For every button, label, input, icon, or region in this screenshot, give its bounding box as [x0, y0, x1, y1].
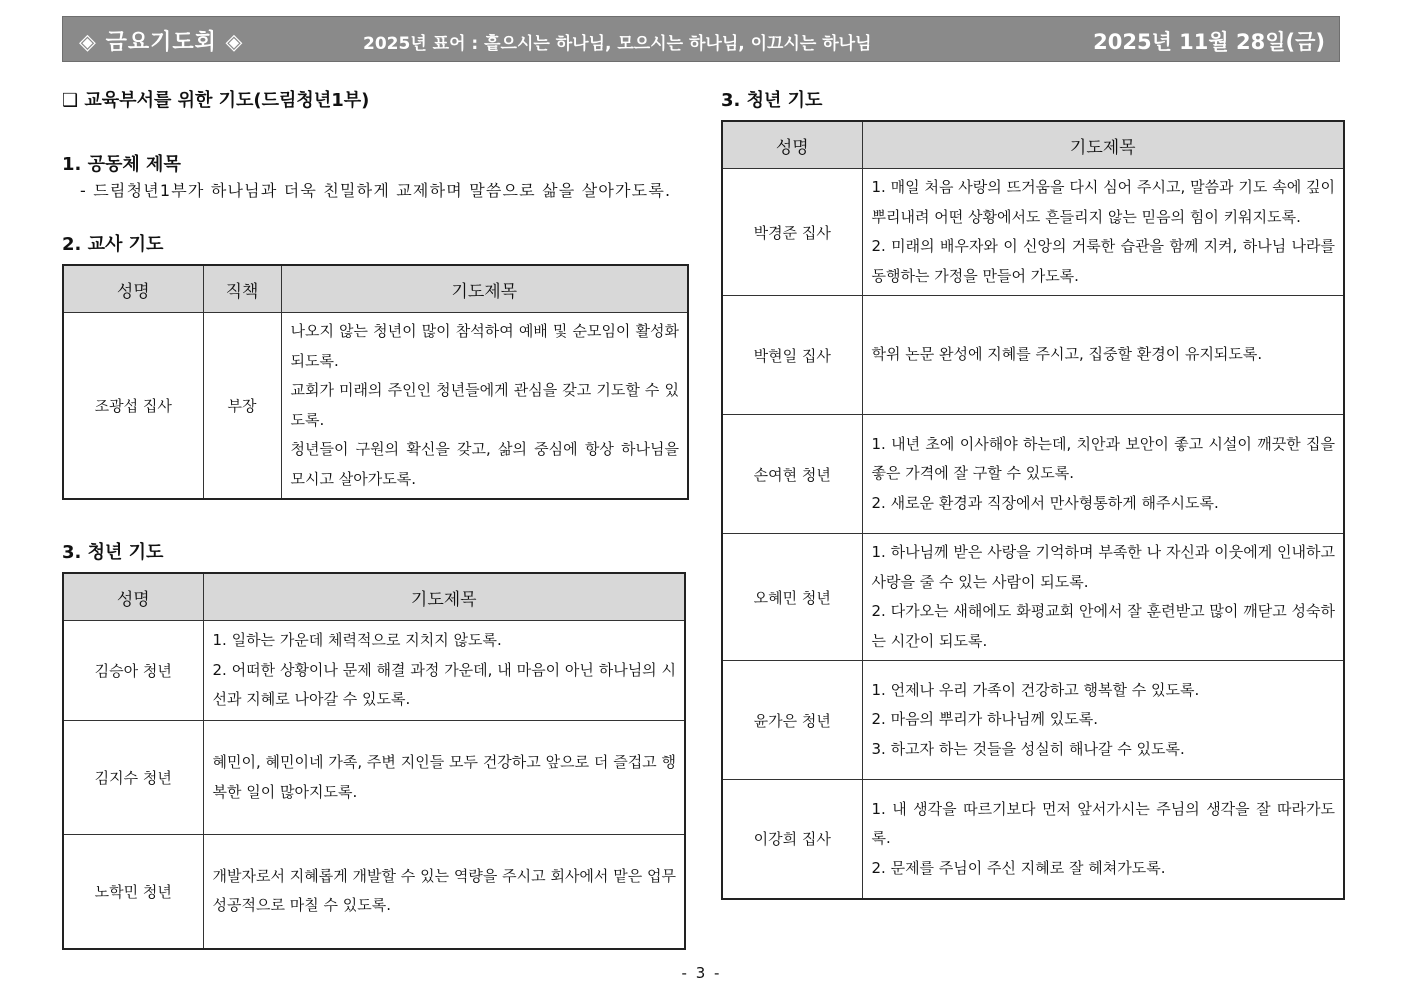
member-name: 노학민 청년	[63, 835, 203, 949]
prayer-line: 1. 하나님께 받은 사랑을 기억하며 부족한 나 자신과 이웃에게 인내하고 사랑을 줄 수 있는 사람이 되도록.	[871, 543, 1335, 591]
prayer-line: 혜민이, 혜민이네 가족, 주변 지인들 모두 건강하고 앞으로 더 즐겁고 행복한 일이 많아지도록.	[212, 753, 676, 801]
youth-table-left	[62, 572, 686, 950]
right-column	[721, 86, 1345, 900]
table-row	[722, 296, 1344, 415]
community-text: - 드림청년1부가 하나님과 더욱 친밀하게 교제하며 말씀으로 삶을 살아가도록.	[80, 181, 672, 200]
section-title: ❑ 교육부서를 위한 기도(드림청년1부)	[62, 90, 370, 111]
prayer-content	[862, 296, 1344, 415]
prayer-content	[862, 534, 1344, 661]
member-name: 조광섭 집사	[63, 313, 203, 500]
prayer-line: 2. 다가오는 새해에도 화평교회 안에서 잘 훈련받고 많이 깨닫고 성숙하는 시간이 되도록.	[871, 602, 1335, 650]
table-row	[63, 621, 685, 721]
member-name: 김승아 청년	[63, 621, 203, 721]
year-motto: 2025년 표어 : 흩으시는 하나님, 모으시는 하나님, 이끄시는 하나님	[363, 34, 872, 54]
prayer-content	[862, 661, 1344, 780]
prayer-line: 1. 언제나 우리 가족이 건강하고 행복할 수 있도록.	[871, 680, 1200, 699]
table-row	[63, 313, 688, 500]
member-name: 오혜민 청년	[722, 534, 862, 661]
table-header-row	[722, 121, 1344, 169]
member-role: 부장	[203, 313, 281, 500]
prayer-content	[862, 415, 1344, 534]
prayer-line: 1. 내 생각을 따르기보다 먼저 앞서가시는 주님의 생각을 잘 따라가도록.	[871, 799, 1335, 847]
table-header-row	[63, 573, 685, 621]
prayer-line: 1. 매일 처음 사랑의 뜨거움을 다시 심어 주시고, 말씀과 기도 속에 깊이 뿌리내려 어떤 상황에서도 흔들리지 않는 믿음의 힘이 키워지도록.	[871, 178, 1335, 226]
header-prayer: 기도제목	[281, 265, 688, 313]
table-row	[722, 780, 1344, 899]
youth-title: 3. 청년 기도	[62, 542, 164, 563]
community-title: 1. 공동체 제목	[62, 154, 181, 175]
prayer-line: 1. 일하는 가운데 체력적으로 지치지 않도록.	[212, 631, 502, 650]
table-row	[722, 415, 1344, 534]
table-header-row	[63, 265, 688, 313]
table-row	[63, 835, 685, 949]
prayer-line: 2. 마음의 뿌리가 하나님께 있도록.	[871, 710, 1099, 729]
youth-title: 3. 청년 기도	[721, 90, 823, 111]
prayer-line: 2. 미래의 배우자와 이 신앙의 거룩한 습관을 함께 지켜, 하나님 나라를 동행하는 가정을 만들어 가도록.	[871, 237, 1335, 285]
prayer-line: 청년들이 구원의 확신을 갖고, 삶의 중심에 항상 하나님을 모시고 살아가도록.	[290, 440, 679, 488]
prayer-content	[203, 621, 685, 721]
prayer-line: 2. 문제를 주님이 주신 지혜로 잘 헤쳐가도록.	[871, 858, 1166, 877]
prayer-line: 2. 새로운 환경과 직장에서 만사형통하게 해주시도록.	[871, 493, 1219, 512]
header-name: 성명	[722, 121, 862, 169]
header-banner	[62, 16, 1340, 62]
page-number: - 3 -	[681, 964, 722, 982]
prayer-content	[862, 780, 1344, 899]
header-name: 성명	[63, 265, 203, 313]
member-name: 손여현 청년	[722, 415, 862, 534]
prayer-content	[281, 313, 688, 500]
member-name: 이강희 집사	[722, 780, 862, 899]
member-name: 윤가은 청년	[722, 661, 862, 780]
table-row	[722, 169, 1344, 296]
header-prayer: 기도제목	[862, 121, 1344, 169]
member-name: 박현일 집사	[722, 296, 862, 415]
member-name: 김지수 청년	[63, 721, 203, 835]
prayer-line: 나오지 않는 청년이 많이 참석하여 예배 및 순모임이 활성화되도록.	[290, 322, 679, 370]
prayer-content	[203, 835, 685, 949]
table-row	[722, 534, 1344, 661]
header-name: 성명	[63, 573, 203, 621]
prayer-line: 개발자로서 지혜롭게 개발할 수 있는 역량을 주시고 회사에서 맡은 업무 성공적으로 마칠 수 있도록.	[212, 866, 676, 915]
prayer-line: 1. 내년 초에 이사해야 하는데, 치안과 보안이 좋고 시설이 깨끗한 집을 좋은 가격에 잘 구할 수 있도록.	[871, 434, 1335, 483]
youth-table-right	[721, 120, 1345, 900]
prayer-content	[203, 721, 685, 835]
meeting-title: ◈ 금요기도회 ◈	[79, 30, 244, 55]
member-name: 박경준 집사	[722, 169, 862, 296]
header-prayer: 기도제목	[203, 573, 685, 621]
teacher-table	[62, 264, 689, 500]
table-row	[63, 721, 685, 835]
prayer-line: 학위 논문 완성에 지혜를 주시고, 집중할 환경이 유지되도록.	[871, 345, 1263, 364]
teacher-title: 2. 교사 기도	[62, 234, 164, 255]
header-role: 직책	[203, 265, 281, 313]
prayer-line: 교회가 미래의 주인인 청년들에게 관심을 갖고 기도할 수 있도록.	[290, 381, 679, 429]
meeting-date: 2025년 11월 28일(금)	[1093, 30, 1325, 54]
prayer-line: 3. 하고자 하는 것들을 성실히 해나갈 수 있도록.	[871, 739, 1185, 758]
prayer-content	[862, 169, 1344, 296]
left-column	[62, 86, 690, 950]
prayer-line: 2. 어떠한 상황이나 문제 해결 과정 가운데, 내 마음이 아닌 하나님의 시선과 지혜로 나아갈 수 있도록.	[212, 660, 676, 709]
table-row	[722, 661, 1344, 780]
